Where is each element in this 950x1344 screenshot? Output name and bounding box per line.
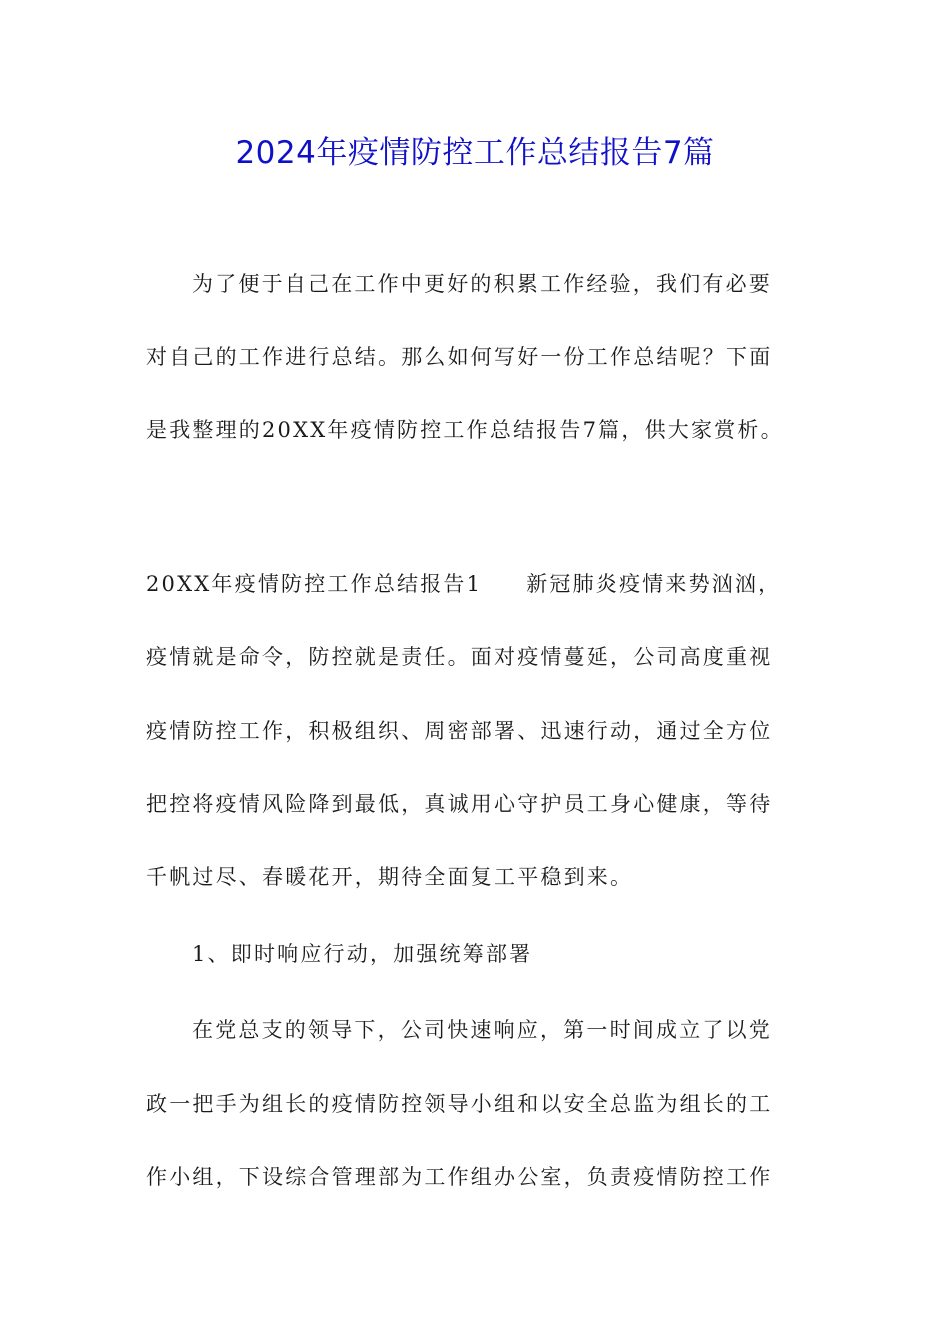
report-1-line-5: 千帆过尽、春暖花开，期待全面复工平稳到来。 — [146, 865, 634, 889]
report-1-first-line — [146, 568, 781, 600]
intro-line-3: 是我整理的20XX年疫情防控工作总结报告7篇，供大家赏析。 — [146, 418, 784, 442]
intro-line-1: 为了便于自己在工作中更好的积累工作经验，我们有必要 — [192, 272, 772, 296]
report-1-first-line-tail: 新冠肺炎疫情来势汹汹， — [526, 572, 782, 596]
report-1-line-3: 疫情防控工作，积极组织、周密部署、迅速行动，通过全方位 — [146, 719, 773, 743]
section-1-heading: 1、即时响应行动，加强统筹部署 — [192, 942, 533, 966]
section-1-line-3: 作小组，下设综合管理部为工作组办公室，负责疫情防控工作 — [146, 1165, 773, 1189]
report-1-line-2: 疫情就是命令，防控就是责任。面对疫情蔓延，公司高度重视 — [146, 645, 773, 669]
section-1-line-1: 在党总支的领导下，公司快速响应，第一时间成立了以党 — [192, 1018, 772, 1042]
section-1-line-2: 政一把手为组长的疫情防控领导小组和以安全总监为组长的工 — [146, 1092, 773, 1116]
intro-line-2: 对自己的工作进行总结。那么如何写好一份工作总结呢？下面 — [146, 345, 773, 369]
document-title: 2024年疫情防控工作总结报告7篇 — [235, 135, 715, 171]
report-1-line-4: 把控将疫情风险降到最低，真诚用心守护员工身心健康，等待 — [146, 792, 773, 816]
report-1-heading: 20XX年疫情防控工作总结报告1 — [146, 572, 483, 596]
